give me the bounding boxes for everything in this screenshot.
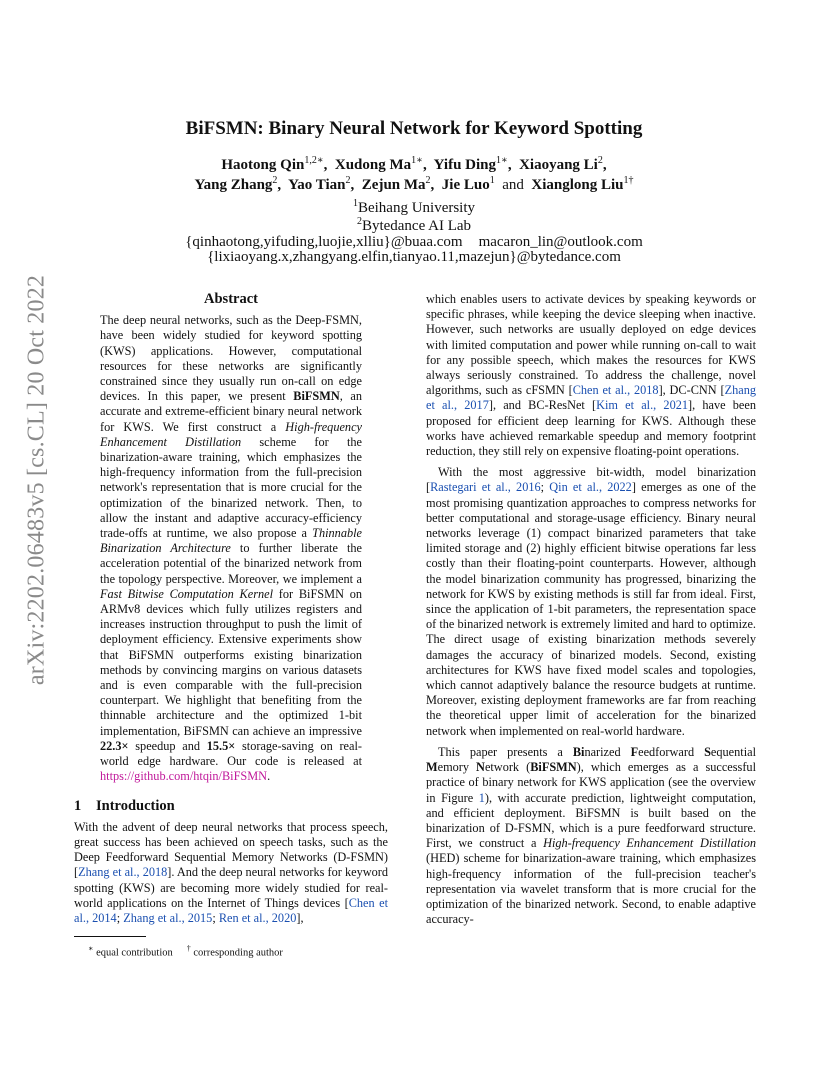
author-affiliation-mark: 2 xyxy=(425,175,431,186)
author-list-line-1: Haotong Qin$^{1,2∗}$, Xudong $Ma^{1∗}$, Yifu Ding$^{1∗}$, Xiaoyang Li$^2$, xyxy=(221,155,607,173)
author-affiliation-mark: 1,2∗ xyxy=(304,155,324,166)
author-name: Zejun Ma xyxy=(361,177,426,193)
affiliation-2: $^2$Bytedance AI Lab xyxy=(356,216,472,234)
author-affiliation-mark: 1∗ xyxy=(496,155,508,166)
figure-reference-link[interactable]: 1 xyxy=(478,790,485,805)
affiliation-1: $^1$Beihang University xyxy=(352,198,476,216)
author-affiliation-mark: 2 xyxy=(597,155,603,166)
body-paragraph: This paper presents a Binarized Feedforward Sequential Memory Network (BiFSMN), which emerges as a successful practice of binary network for KWS application (see the overview in Figure 1), with accurate prediction, lightweight computation, and efficient deployment. BiFSMN is built based on the binarization of D-FSMN, which is a pure feedforward structure. First, we construct a High-frequency Enhancement Distillation (HED) scheme for binarization-aware training, which emphasizes high-frequency information of the full-precision teacher's representation via wavelet transform that is more crucial for the optimization of the binarized network. Second, to enable adaptive accuracy- xyxy=(426,744,757,927)
right-column xyxy=(426,292,756,927)
author-affiliation-mark: 1 xyxy=(489,175,495,186)
author-affiliation-mark: 2 xyxy=(345,175,351,186)
author-affiliation-mark: 1† xyxy=(623,175,634,186)
footnote: ∗ equal contribution † corresponding author xyxy=(88,944,283,959)
section-heading-introduction: 1 Introduction xyxy=(74,797,175,814)
abstract-text: The deep neural networks, such as the Deep-FSMN, have been widely studied for keyword spotting (KWS) applications. However, computational resources for these networks are significantly constrained since they usually run on-call on edge devices. In this paper, we present BiFSMN, an accurate and extreme-efficient binary neural network for KWS. We first construct a High-frequency Enhancement Distillation scheme for the binarization-aware training, which emphasizes the high-frequency information from the full-precision network's representation that is more crucial for the optimization of the binarized network. Then, to allow the instant and adaptive accuracy-efficiency trade-offs at runtime, we also propose a Thinnable Binarization Architecture to further liberate the acceleration potential of the binarized network from the topology perspective. Moreover, we implement a Fast Bitwise Computation Kernel for BiFSMN on ARMv8 devices which fully utilizes registers and increases instruction throughput to push the limit of deployment efficiency. Extensive experiments show that BiFSMN outperforms existing binarization methods by convincing margins on various datasets and is even comparable with the full-precision counterpart. We highlight that benefiting from the thinnable architecture and the optimized 1-bit implementation, BiFSMN can achieve an impressive 22.3× speedup and 15.5× storage-saving on real-world edge hardware. Our code is released at https://github.com/htqin/BiFSMN. xyxy=(100,313,363,784)
citation-link[interactable]: Chen et al., 2018 xyxy=(572,383,659,398)
citation-link[interactable]: Rastegari et al., 2016 xyxy=(430,480,541,495)
author-affiliation-mark: 1∗ xyxy=(411,155,423,166)
abstract-heading: Abstract xyxy=(204,291,258,307)
author-name: Xianglong Liu xyxy=(531,177,624,193)
paper-title: BiFSMN: Binary Neural Network for Keyword Spotting xyxy=(185,118,643,139)
arxiv-identifier-stamp: arXiv:2202.06483v5 [cs.CL] 20 Oct 2022 xyxy=(23,274,50,686)
email-outlook[interactable]: macaron_lin@outlook.com xyxy=(478,234,643,250)
citation-link[interactable]: Ren et al., 2020 xyxy=(218,910,297,925)
author-emails-line-2 xyxy=(0,249,828,266)
abstract xyxy=(74,292,388,785)
body-paragraph: With the most aggressive bit-width, model binarization [Rastegari et al., 2016; Qin et al., 2022] emerges as one of the most promising quantization approaches to compress networks for better computational and storage-usage efficiency. Binary neural networks leverage (1) compact binarized parameters that take limited storage and (2) highly efficient bitwise operations far less costly than their floating-point counterparts. However, although the model binarization community has progressed, binarizing the network for KWS by existing methods is still far from ideal. First, since the application of 1-bit parameters, the representation space of the binarized network is extremely limited and hard to optimize. The direct usage of existing binarization methods severely damages the accuracy of binarized models. Second, existing architectures for KWS have fixed model scales and topologies, which cannot adaptively balance the resource budgets at runtime. Moreover, existing deployment frameworks are far from reaching the theoretical upper limit of acceleration for the binarized network when implemented on real-world hardware. xyxy=(426,465,756,738)
email-bytedance[interactable]: {lixiaoyang.x,zhangyang.elfin,tianyao.11,mazejun}@bytedance.com xyxy=(207,249,621,265)
citation-link[interactable]: Zhang et al., 2015 xyxy=(123,910,213,925)
code-repository-link[interactable]: https://github.com/htqin/BiFSMN xyxy=(100,769,268,784)
author-list-line-2: Yang Zhang$^2$, Yao Tian$^2$, Zejun Ma$^2$, Jie Luo$^1$ and Xianglong Liu$^{1\dagger}$ xyxy=(194,175,634,193)
author-name: Xudong Ma xyxy=(334,157,412,173)
author-name: Yao Tian xyxy=(288,177,346,193)
introduction-paragraph: With the advent of deep neural networks that process speech, great success has been achieved on speech tasks, such as the Deep Feedforward Sequential Memory Networks (D-FSMN) [Zhang et al., 2018]. And the deep neural networks for keyword spotting (KWS) are becoming more widely studied for real-world applications on the Internet of Things devices [Chen et al., 2014; Zhang et al., 2015; Ren et al., 2020], xyxy=(74,819,389,925)
footnote-rule xyxy=(74,936,146,937)
left-column xyxy=(74,292,388,961)
author-name: Jie Luo xyxy=(441,177,490,193)
citation-link[interactable]: Kim et al., 2021 xyxy=(596,398,689,413)
author-name: Haotong Qin xyxy=(221,157,305,173)
body-paragraph: which enables users to activate devices by speaking keywords or specific phrases, while keeping the device sleeping when inactive. However, such networks are usually deployed on edge devices with limited computation and power while running on-call to wait for any possible speech, which makes the resources for KWS always seriously constrained. To address the challenge, novel algorithms, such as cFSMN [Chen et al., 2018], DC-CNN [Zhang et al., 2017], and BC-ResNet [Kim et al., 2021], have been proposed for efficient deep learning for KWS. Although these works have achieved remarkable speedup and memory footprint reduction, they still rely on expensive floating-point operations. xyxy=(426,292,756,459)
author-affiliation-mark: 2 xyxy=(272,175,278,186)
author-name: Xiaoyang Li xyxy=(519,157,598,173)
citation-link[interactable]: Zhang et al., 2017 xyxy=(426,383,756,413)
email-buaa[interactable]: {qinhaotong,yifuding,luojie,xlliu}@buaa.com xyxy=(185,234,463,250)
author-name: Yifu Ding xyxy=(433,157,497,173)
citation-link[interactable]: Zhang et al., 2018 xyxy=(78,865,168,880)
author-name: Yang Zhang xyxy=(194,177,273,193)
and-conjunction: and xyxy=(502,177,524,193)
citation-link[interactable]: Chen et al., 2014 xyxy=(74,895,389,925)
citation-link[interactable]: Qin et al., 2022 xyxy=(549,480,632,495)
